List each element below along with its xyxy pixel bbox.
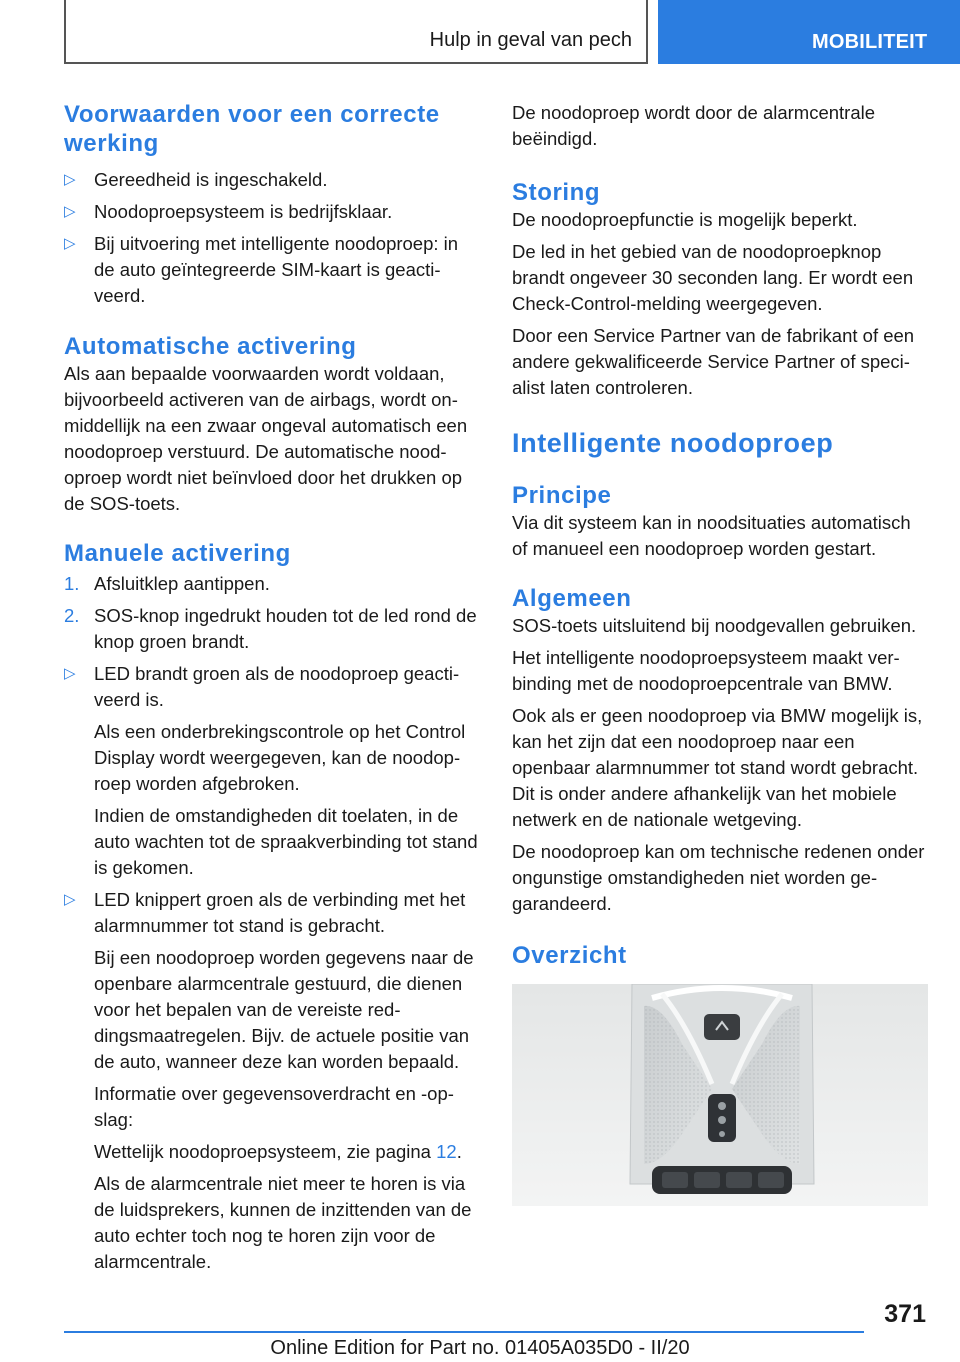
heading-principe: Principe	[512, 482, 612, 509]
sub-paragraph: Wettelijk noodoproepsysteem, zie pagina 12.	[94, 1141, 462, 1162]
heading-algemeen: Algemeen	[512, 585, 632, 612]
heading-automatische-activering: Automatische activering	[64, 333, 357, 360]
triangle-bullet-icon: ▷	[64, 891, 76, 908]
triangle-bullet-icon: ▷	[64, 171, 76, 188]
list-item: ▷ Noodoproepsysteem is bedrijfsklaar.	[64, 199, 480, 225]
heading-storing: Storing	[512, 179, 601, 206]
step-item: 2. SOS-knop ingedrukt houden tot de led rond de knop groen brandt.	[64, 605, 477, 652]
paragraph: Ook als er geen noodoproep via BMW mogelijk is, kan het zijn dat een noodoproep naar een openbaar alarmnummer tot stand wordt gebracht. Dit is onder andere afhankelijk van het mobiele netwerk en de nationale wetgeving.	[512, 705, 923, 830]
paragraph: Het intelligente noodoproepsysteem maakt verbinding met de noodoproepcentrale van BMW.	[512, 647, 900, 694]
step-number: 2.	[64, 605, 80, 626]
sub-paragraph: Als een onderbrekingscontrole op het Control Display wordt weergegeven, kan de noodoproep worden afgebroken.	[94, 721, 466, 794]
list-item: ▷ LED knippert groen als de verbinding met het alarmnummer tot stand is gebracht.	[64, 889, 466, 936]
heading-voorwaarden: Voorwaarden voor een correcte werking	[64, 101, 440, 157]
list-item: ▷ Bij uitvoering met intelligente noodoproep: in de auto geïntegreerde SIM-kaart is geactiveerd.	[64, 233, 459, 306]
triangle-bullet-icon: ▷	[64, 665, 76, 682]
header-chapter-tab	[658, 0, 960, 64]
sub-paragraph: Als de alarmcentrale niet meer te horen is via de luidsprekers, kunnen de inzittenden van de auto echter toch nog te horen zijn voor de alarmcentrale.	[94, 1173, 472, 1272]
step-item: 1. Afsluitklep aantippen.	[64, 571, 480, 597]
paragraph: De led in het gebied van de noodoproepknop brandt ongeveer 30 seconden lang. Er wordt een Check-Control-melding weergegeven.	[512, 241, 914, 314]
list-item: ▷ Gereedheid is ingeschakeld.	[64, 167, 480, 193]
header-section-title: Hulp in geval van pech	[429, 29, 632, 51]
page-number: 371	[884, 1300, 926, 1328]
paragraph: De noodoproep kan om technische redenen onder ongunstige omstandigheden niet worden gegarandeerd.	[512, 841, 925, 914]
left-column	[64, 100, 480, 1275]
triangle-bullet-icon: ▷	[64, 235, 76, 252]
overhead-console-svg	[512, 984, 928, 1206]
footer-divider	[64, 1331, 864, 1333]
heading-intelligente-noodoproep: Intelligente noodoproep	[512, 428, 834, 458]
sub-paragraph: Bij een noodoproep worden gegevens naar de openbare alarmcentrale gestuurd, die dienen voor het bepalen van de vereiste reddingsmaatregelen. Bijv. de actuele positie van de auto, wanneer deze kan worden bepaald.	[94, 947, 474, 1072]
paragraph: SOS-toets uitsluitend bij noodgevallen gebruiken.	[512, 615, 917, 636]
right-column	[512, 100, 930, 1206]
triangle-bullet-icon: ▷	[64, 203, 76, 220]
header-chapter-label: MOBILITEIT	[812, 31, 928, 53]
heading-overzicht: Overzicht	[512, 942, 627, 969]
footer-edition: Online Edition for Part no. 01405A035D0 - II/20	[270, 1337, 690, 1359]
header-section-box	[64, 0, 648, 64]
sub-paragraph: Indien de omstandigheden dit toelaten, in de auto wachten tot de spraakverbinding tot stand is gekomen.	[94, 805, 478, 878]
list-item: ▷ LED brandt groen als de noodoproep geactiveerd is.	[64, 663, 460, 710]
page-reference-link[interactable]: 12	[436, 1141, 457, 1162]
paragraph: Door een Service Partner van de fabrikant of een andere gekwalificeerde Service Partner of specialist laten controleren.	[512, 325, 915, 398]
heading-manuele-activering: Manuele activering	[64, 540, 291, 567]
overhead-console-illustration	[512, 984, 928, 1206]
sub-paragraph: Informatie over gegevensoverdracht en -opslag:	[94, 1083, 454, 1130]
paragraph: Via dit systeem kan in noodsituaties automatisch of manueel een noodoproep worden gestart.	[512, 512, 911, 559]
paragraph: De noodoproepfunctie is mogelijk beperkt.	[512, 209, 858, 230]
paragraph-automatische-activering: Als aan bepaalde voorwaarden wordt voldaan, bijvoorbeeld activeren van de airbags, wordt onmiddellijk na een zwaar ongeval automatisch een noodoproep verstuurd. De automatische noodoproep wordt niet beïnvloed door het drukken op de SOS-toets.	[64, 363, 468, 514]
step-number: 1.	[64, 573, 80, 594]
paragraph-beeindigd: De noodoproep wordt door de alarmcentrale beëindigd.	[512, 102, 876, 149]
